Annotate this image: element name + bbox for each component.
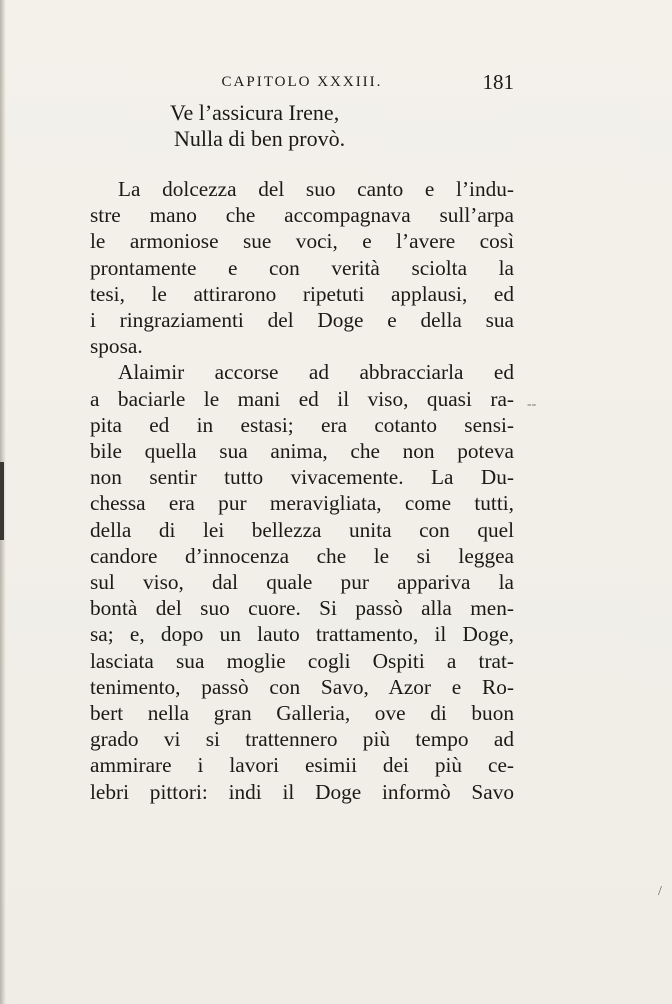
page-number: 181 xyxy=(482,70,514,94)
binding-mark xyxy=(0,462,4,540)
text-line: non sentir tutto vivacemente. La Du- xyxy=(90,465,514,490)
text-line: bile quella sua anima, che non poteva xyxy=(90,439,514,464)
text-line: bert nella gran Galleria, ove di buon xyxy=(90,701,514,726)
margin-dash-mark: -- xyxy=(527,397,537,412)
text-line: tesi, le attirarono ripetuti applausi, ed xyxy=(90,281,514,306)
text-line: grado vi si trattennero più tempo ad xyxy=(90,727,514,752)
page-header xyxy=(90,70,514,98)
text-line: prontamente e con verità sciolta la xyxy=(90,255,514,280)
text-line: a baciarle le mani ed il viso, quasi ra- xyxy=(90,386,514,411)
text-line: sul viso, dal quale pur appariva la xyxy=(90,570,514,595)
text-line: bontà del suo cuore. Si passò alla men- xyxy=(90,596,514,621)
verse-line: Nulla di ben provò. xyxy=(174,126,346,151)
text-line: i ringraziamenti del Doge e della sua xyxy=(90,308,514,333)
text-line: lasciata sua moglie cogli Ospiti a trat- xyxy=(90,648,514,673)
text-line: della di lei bellezza unita con quel xyxy=(90,517,514,542)
text-line: pita ed in estasi; era cotanto sensi- xyxy=(90,412,514,437)
text-line: candore d’innocenza che le si leggea xyxy=(90,543,514,568)
body-text xyxy=(90,176,514,805)
verse-block xyxy=(170,100,470,152)
running-head: CAPITOLO XXXIII. xyxy=(221,74,383,90)
text-line: ammirare i lavori esimii dei più ce- xyxy=(90,753,514,778)
text-line: chessa era pur meravigliata, come tutti, xyxy=(90,491,514,516)
text-line: le armoniose sue voci, e l’avere così xyxy=(90,229,514,254)
text-line: Alaimir accorse ad abbracciarla ed xyxy=(118,360,514,385)
text-line: La dolcezza del suo canto e l’indu- xyxy=(118,177,514,201)
text-line: sposa. xyxy=(90,334,143,359)
text-line: tenimento, passò con Savo, Azor e Ro- xyxy=(90,674,514,699)
text-line: stre mano che accompagnava sull’arpa xyxy=(90,203,514,228)
corner-tick-mark: / xyxy=(658,884,662,899)
text-line: sa; e, dopo un lauto trattamento, il Doge, xyxy=(90,622,514,647)
text-line: lebri pittori: indi il Doge informò Savo xyxy=(90,779,514,804)
verse-line: Ve l’assicura Irene, xyxy=(170,100,340,125)
